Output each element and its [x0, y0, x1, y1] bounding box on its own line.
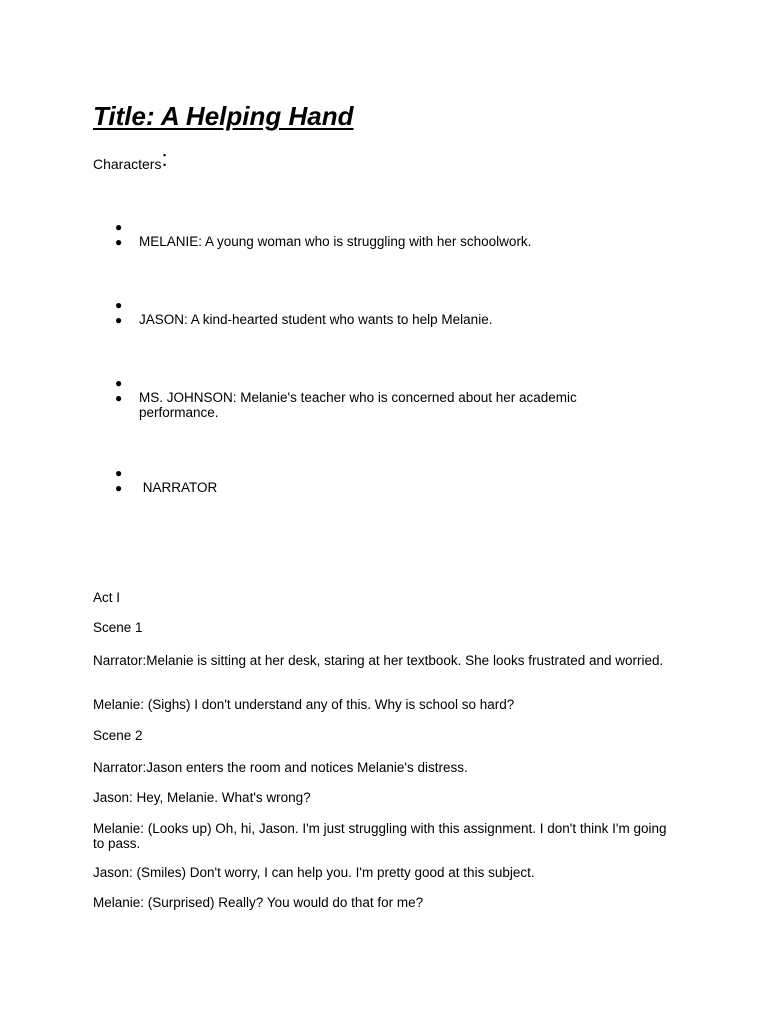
act-heading: Act I	[93, 590, 121, 605]
scene-heading: Scene 2	[93, 728, 143, 743]
empty-bullet: ●	[115, 466, 123, 480]
bullet: ●	[115, 313, 123, 327]
character-item-melanie: MELANIE: A young woman who is struggling with her schoolwork.	[139, 234, 532, 249]
characters-heading	[93, 146, 168, 173]
script-line: Jason: Hey, Melanie. What's wrong?	[93, 790, 311, 805]
document-title: Title: A Helping Hand	[93, 101, 354, 131]
character-item-jason: JASON: A kind-hearted student who wants to help Melanie.	[139, 312, 493, 327]
script-line: Narrator:Melanie is sitting at her desk, staring at her textbook. She looks frustrated and worried.	[93, 653, 664, 668]
bullet: ●	[115, 481, 123, 495]
empty-bullet: ●	[115, 220, 123, 234]
script-line: Melanie: (Sighs) I don't understand any of this. Why is school so hard?	[93, 697, 515, 712]
script-line: Jason: (Smiles) Don't worry, I can help you. I'm pretty good at this subject.	[93, 865, 535, 880]
empty-bullet: ●	[115, 298, 123, 312]
script-line: Narrator:Jason enters the room and notices Melanie's distress.	[93, 760, 468, 775]
script-line: Melanie: (Surprised) Really? You would do that for me?	[93, 895, 424, 910]
empty-bullet: ●	[115, 376, 123, 390]
characters-colon: :	[161, 146, 168, 171]
scene-heading: Scene 1	[93, 620, 143, 635]
script-line: Melanie: (Looks up) Oh, hi, Jason. I'm just struggling with this assignment. I don't think I'm going to pass.	[93, 821, 667, 851]
characters-label: Characters	[93, 156, 162, 172]
bullet: ●	[115, 391, 123, 405]
bullet: ●	[115, 235, 123, 249]
character-item-narrator: NARRATOR	[139, 480, 218, 495]
character-item-ms-johnson: MS. JOHNSON: Melanie's teacher who is concerned about her academic performance.	[139, 390, 577, 420]
